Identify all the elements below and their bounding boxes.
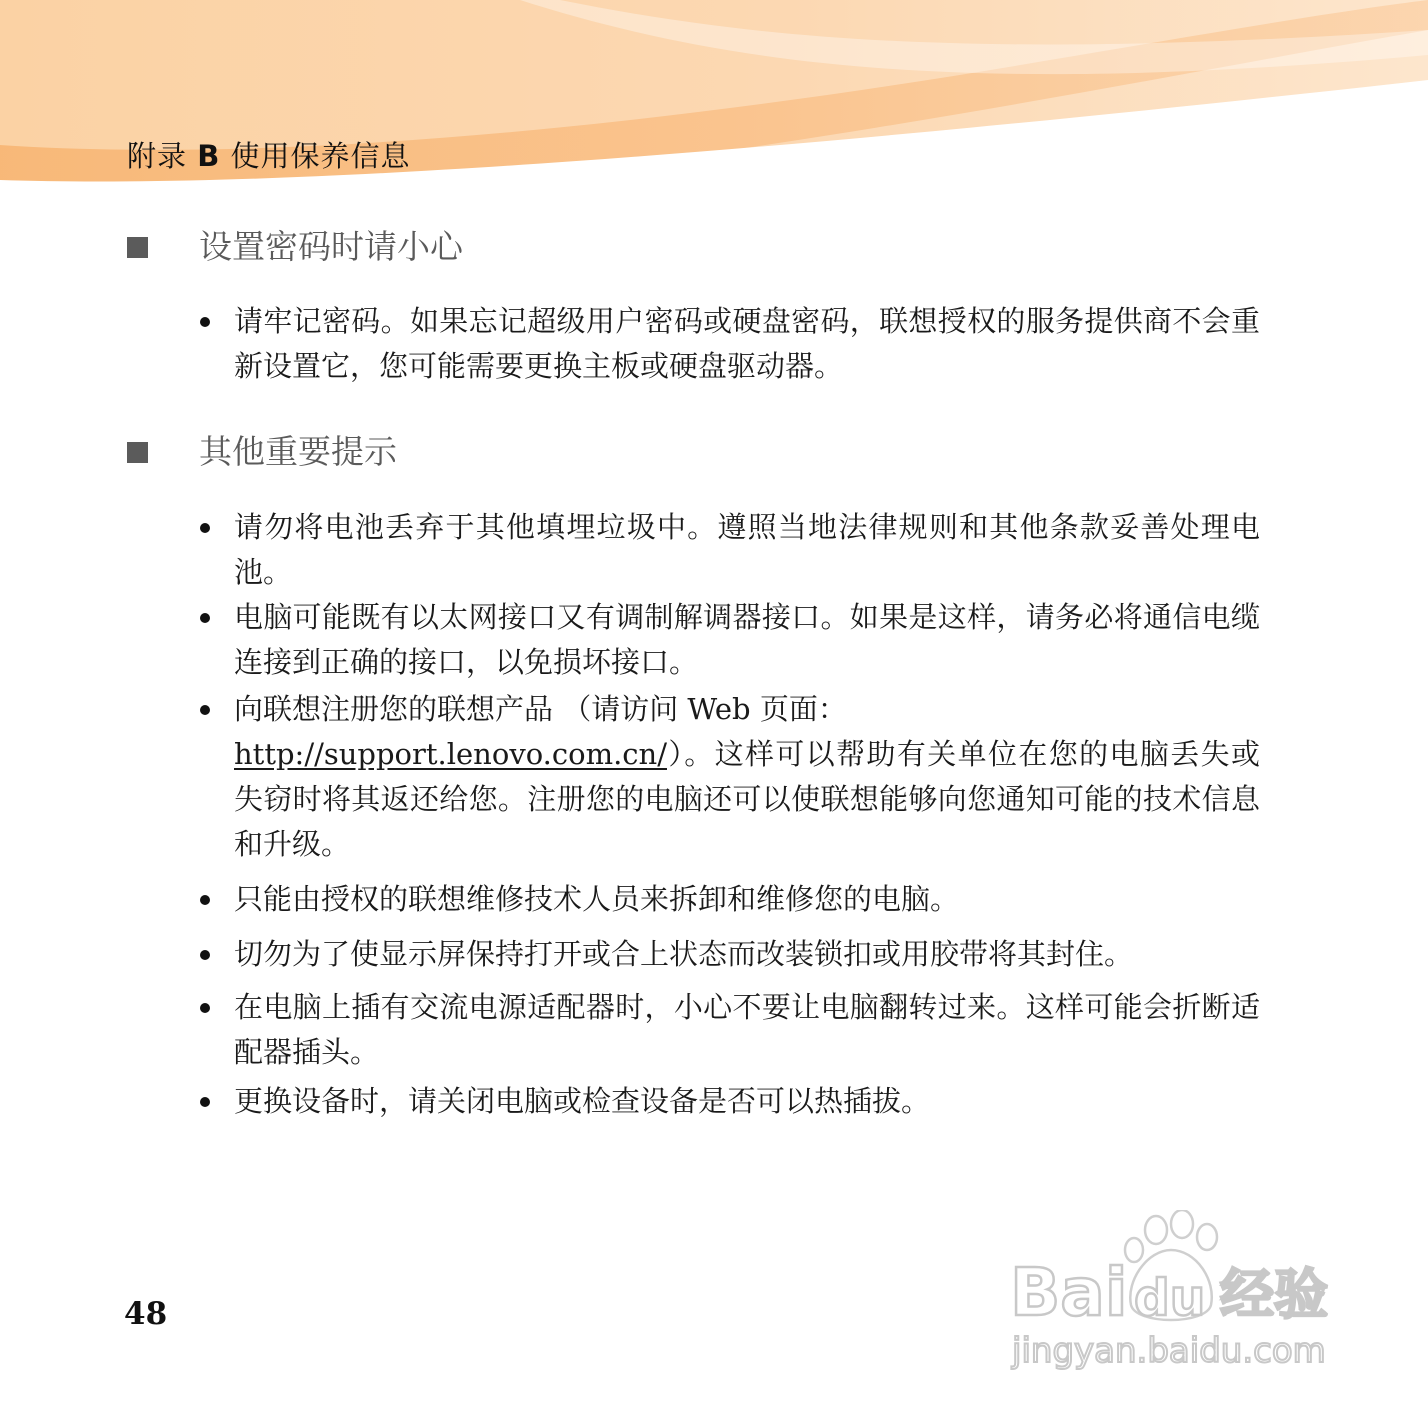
list-item-text-after: ）。这样可以帮助有关单位在您的电脑丢失或失窃时将其返还给您。注册您的电脑还可以使联想能够向您通知可能的技术信息和升级。 (234, 737, 1260, 861)
bullet-dot-icon (200, 950, 210, 960)
bullet-dot-icon (200, 613, 210, 623)
list-item (200, 595, 1260, 685)
header-title-letter: B (197, 139, 221, 173)
svg-text:jingyan.baidu.com: jingyan.baidu.com (1012, 1331, 1326, 1371)
list-item (200, 299, 1260, 389)
bullet-dot-icon (200, 1097, 210, 1107)
bullet-list-password (200, 299, 1260, 389)
list-item-text: 电脑可能既有以太网接口又有调制解调器接口。如果是这样，请务必将通信电缆连接到正确的接口，以免损坏接口。 (234, 600, 1260, 679)
bullet-dot-icon (200, 705, 210, 715)
list-item (200, 877, 1260, 922)
bullet-dot-icon (200, 1003, 210, 1013)
list-item (200, 1079, 1260, 1124)
list-item-text: 更换设备时，请关闭电脑或检查设备是否可以热插拔。 (234, 1084, 931, 1118)
svg-text:经验: 经验 (1220, 1263, 1328, 1326)
square-bullet-icon (127, 237, 148, 258)
list-item-text: 请勿将电池丢弃于其他填埋垃圾中。遵照当地法律规则和其他条款妥善处理电池。 (234, 510, 1260, 589)
list-item (200, 505, 1260, 595)
section-heading-text: 其他重要提示 (199, 432, 397, 471)
header-title-prefix: 附录 (127, 139, 198, 173)
bullet-dot-icon (200, 523, 210, 533)
svg-text:Bai: Bai (1010, 1254, 1128, 1331)
square-bullet-icon (127, 442, 148, 463)
baidu-jingyan-watermark-logo (1006, 1210, 1346, 1380)
header-title (127, 134, 411, 175)
list-item-text: 切勿为了使显示屏保持打开或合上状态而改装锁扣或用胶带将其封住。 (234, 937, 1134, 971)
bullet-dot-icon (200, 895, 210, 905)
bullet-dot-icon (200, 317, 210, 327)
section-heading-text: 设置密码时请小心 (199, 227, 463, 266)
list-item (200, 932, 1260, 977)
list-item-text: 在电脑上插有交流电源适配器时，小心不要让电脑翻转过来。这样可能会折断适配器插头。 (234, 990, 1260, 1069)
svg-text:du: du (1134, 1269, 1206, 1327)
list-item (200, 985, 1260, 1075)
list-item-text: 只能由授权的联想维修技术人员来拆卸和维修您的电脑。 (234, 882, 960, 916)
page-number: 48 (124, 1296, 168, 1332)
support-url-link[interactable]: http://support.lenovo.com.cn/ (234, 737, 667, 771)
list-item-text: 请牢记密码。如果忘记超级用户密码或硬盘密码，联想授权的服务提供商不会重新设置它，您可能需要更换主板或硬盘驱动器。 (234, 304, 1260, 383)
list-item (200, 687, 1260, 867)
list-item-text-before: 向联想注册您的联想产品 （请访问 Web 页面： (234, 692, 847, 726)
header-title-suffix: 使用保养信息 (220, 139, 411, 173)
bullet-list-other-tips (200, 505, 1260, 1124)
